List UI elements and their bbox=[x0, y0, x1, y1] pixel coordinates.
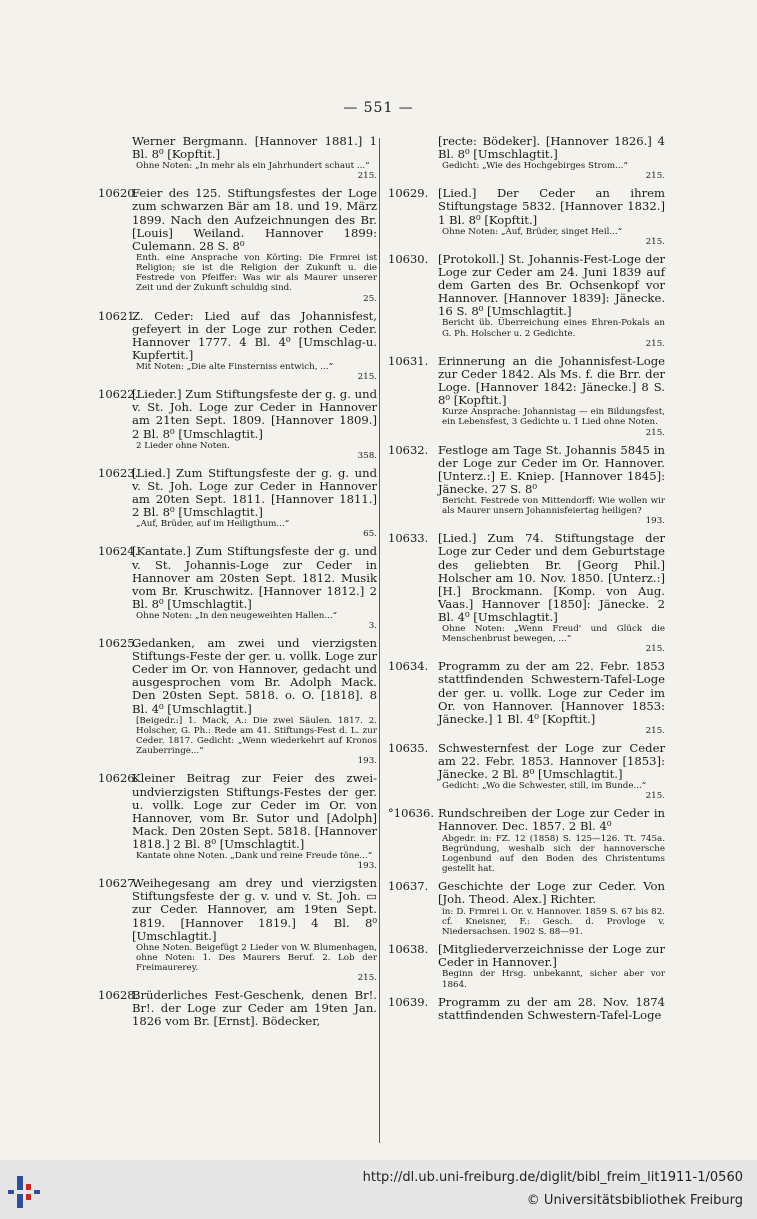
entry-title: [Lieder.] Zum Stiftungsfeste der g. g. und v. St. Joh. Loge zur Ceder in Hannover am 21ten Sept. 1809. [Hannover 1809.] 2 Bl. 8⁰ [Umschlagtit.] bbox=[132, 387, 377, 441]
entry-title: Gedanken, am zwei und vierzigsten Stiftungs-Feste der ger. u. vollk. Loge zur Ceder im Or. von Hannover, gedacht und ausgesprochen vom Br. Adolph Mack. Den 20sten Sept. 5818. o. O. [1818]. 8 Bl. 4⁰ [Umschlagtit.] bbox=[132, 636, 377, 716]
entry-number: 10630. bbox=[388, 251, 429, 266]
bibliography-entry bbox=[388, 742, 665, 801]
entry-note: Kurze Ansprache: Johannistag — ein Bildungsfest, ein Lebensfest, 3 Gedichte u. 1 Lied ohne Noten. bbox=[442, 407, 665, 428]
entry-note: Ohne Noten. Beigefügt 2 Lieder von W. Blumenhagen, ohne Noten: 1. Des Maurers Beruf. 2. Lob der Freimaurerey. bbox=[136, 942, 377, 974]
bibliography-entry bbox=[98, 544, 377, 632]
entry-number: 10637. bbox=[388, 879, 429, 894]
entry-note: Bericht. Festrede von Mittendorff: Wie wollen wir als Maurer unsern Johannisfeiertag heiligen? bbox=[442, 495, 665, 517]
entry-number: 10624. bbox=[98, 544, 139, 559]
entry-reference: 215. bbox=[645, 171, 665, 182]
entry-note: „Auf, Brüder, auf im Heiligthum...“ bbox=[136, 519, 290, 530]
entry-note: Beginn der Hrsg. unbekannt, sicher aber vor 1864. bbox=[442, 969, 665, 990]
bibliography-entry bbox=[388, 355, 665, 438]
bibliography-entry bbox=[388, 187, 665, 246]
bibliography-entry bbox=[98, 988, 377, 1029]
entry-reference: 215. bbox=[645, 427, 665, 438]
entry-number: 10621. bbox=[98, 308, 139, 323]
entry-title: Feier des 125. Stiftungsfestes der Loge zum schwarzen Bär am 18. und 19. März 1899. Nach den Aufzeichnungen des Br. [Louis] Weiland. Hannover 1899: Culemann. 28 S. 8⁰ bbox=[132, 186, 377, 253]
entry-title: [recte: Bödeker]. [Hannover 1826.] 4 Bl. 8⁰ [Umschlagtit.] bbox=[438, 134, 665, 162]
document-url[interactable]: http://dl.ub.uni-freiburg.de/diglit/bibl_freim_lit1911-1/0560 bbox=[362, 1170, 743, 1185]
page-number: — 551 — bbox=[343, 100, 414, 116]
entry-number: 10625. bbox=[98, 636, 139, 651]
entry-title: [Protokoll.] St. Johannis-Fest-Loge der Loge zur Ceder am 24. Juni 1839 auf dem Garten des Br. Ochsenkopf vor Hannover. [Hannover 1839]: Jänecke. 16 S. 8⁰ [Umschlagtit.] bbox=[438, 251, 665, 319]
entry-number: 10635. bbox=[388, 740, 429, 755]
entry-number: 10629. bbox=[388, 186, 429, 201]
entry-reference: 215. bbox=[357, 171, 377, 182]
bibliography-entry bbox=[98, 186, 377, 304]
entry-title: Programm zu der am 28. Nov. 1874 stattfindenden Schwestern-Tafel-Loge bbox=[438, 994, 665, 1022]
entry-number: 10623. bbox=[98, 465, 139, 480]
entry-note: Ohne Noten: „In den neugeweihten Hallen...“ bbox=[136, 610, 338, 621]
viewer-footer bbox=[0, 1160, 757, 1219]
entry-number: 10634. bbox=[388, 659, 429, 674]
entry-note: Enth. eine Ansprache von Körting: Die Frmrei ist Religion; sie ist die Religion der Zukunft u. die Festrede von Pfeiffer: Was wir als Maurer unserer Zeit und der Zukunft schuldig sind. bbox=[136, 252, 377, 294]
entry-reference: 215. bbox=[645, 791, 665, 802]
entry-number: 10622. bbox=[98, 387, 139, 402]
bibliography-entry bbox=[388, 660, 665, 735]
library-credit: © Universitätsbibliothek Freiburg bbox=[526, 1193, 743, 1208]
entry-reference: 215. bbox=[357, 372, 377, 383]
entry-title: Erinnerung an die Johannisfest-Loge zur Ceder 1842. Als Ms. f. die Brr. der Loge. [Hannover 1842: Jänecke.] 8 S. 8⁰ [Kopftit.] bbox=[438, 353, 665, 408]
right-column bbox=[388, 135, 665, 1028]
bibliography-entry bbox=[102, 135, 377, 181]
left-column bbox=[98, 134, 377, 1035]
entry-note: 2 Lieder ohne Noten. bbox=[136, 440, 230, 451]
bibliography-entry bbox=[98, 308, 377, 383]
entry-number: 10626. bbox=[98, 771, 139, 786]
entry-title: Geschichte der Loge zur Ceder. Von [Joh. Theod. Alex.] Richter. bbox=[438, 879, 665, 907]
entry-title: Brüderliches Fest-Geschenk, denen Br!. Br!. der Loge zur Ceder am 19ten Jan. 1826 vom Br. [Ernst]. Bödecker, bbox=[132, 988, 377, 1029]
entry-note: Ohne Noten: „In mehr als ein Jahrhundert schaut ...“ bbox=[136, 161, 370, 172]
entry-reference: 215. bbox=[645, 338, 665, 349]
entry-number: 10628. bbox=[98, 988, 139, 1003]
entry-title: Werner Bergmann. [Hannover 1881.] 1 Bl. 8⁰ [Kopftit.] bbox=[132, 134, 377, 162]
entry-title: [Lied.] Zum Stiftungsfeste der g. g. und v. St. Joh. Loge zur Ceder in Hannover am 20ten Sept. 1811. [Hannover 1811.] 2 Bl. 8⁰ [Umschlagtit.] bbox=[132, 465, 377, 520]
entry-title: [Kantate.] Zum Stiftungsfeste der g. und v. St. Johannis-Loge zur Ceder in Hannover am 20sten Sept. 1812. Musik vom Br. Kruschwitz. [Hannover 1812.] 2 Bl. 8⁰ [Umschlagtit.] bbox=[132, 544, 377, 611]
entry-number: °10636. bbox=[388, 806, 434, 821]
entry-number: 10638. bbox=[388, 942, 429, 957]
ub-freiburg-logo-icon bbox=[8, 1174, 42, 1210]
bibliography-entry bbox=[98, 387, 377, 461]
entry-note: Abgedr. in: FZ. 12 (1858) S. 125—126. Tt. 745a. Begründung, weshalb sich der hannoversche Logenbund auf den Boden des Christentums gestellt hat. bbox=[442, 833, 665, 875]
entry-title: [Lied.] Zum 74. Stiftungstage der Loge zur Ceder und dem Geburtstage des geliebten Br. [Georg Phil.] Holscher am 10. Nov. 1850. [Unterz.:] [H.] Brockmann. [Komp. von Aug. Vaas.] Hannover [1850]: Jänecke. 2 Bl. 4⁰ [Umschlagtit.] bbox=[438, 531, 665, 624]
entry-number: 10633. bbox=[388, 531, 429, 546]
entry-note: Ohne Noten: „Auf, Brüder, singet Heil...“ bbox=[442, 226, 623, 237]
bibliography-entry bbox=[388, 532, 665, 654]
bibliography-entry bbox=[388, 807, 665, 874]
entry-title: Festloge am Tage St. Johannis 5845 in der Loge zur Ceder im Or. Hannover. [Unterz.:] E. Kniep. [Hannover 1845]: Jänecke. 27 S. 8⁰ bbox=[438, 442, 665, 496]
entry-number: 10627. bbox=[98, 876, 139, 891]
entry-reference: 358. bbox=[357, 450, 377, 461]
entry-title: Programm zu der am 22. Febr. 1853 stattfindenden Schwestern-Tafel-Loge der ger. u. vollk. Loge zur Ceder im Or. von Hannover. [Hannover 1853: Jänecke.] 1 Bl. 4⁰ [Kopftit.] bbox=[438, 659, 665, 726]
entry-reference: 193. bbox=[357, 861, 377, 872]
entry-reference: 215. bbox=[645, 644, 665, 655]
entry-number: 10632. bbox=[388, 442, 429, 457]
entry-title: Z. Ceder: Lied auf das Johannisfest, gefeyert in der Loge zur rothen Ceder. Hannover 1777. 4 Bl. 4⁰ [Umschlag-u. Kupfertit.] bbox=[132, 308, 377, 362]
entry-reference: 215. bbox=[645, 236, 665, 247]
entry-reference: 215. bbox=[645, 725, 665, 736]
bibliography-entry bbox=[98, 636, 377, 767]
bibliography-entry bbox=[388, 444, 665, 527]
entry-note: Gedicht: „Wo die Schwester, still, im Bunde...“ bbox=[442, 781, 647, 792]
entry-note: Gedicht: „Wie des Hochgebirges Strom...“ bbox=[442, 161, 628, 172]
entry-reference: 215. bbox=[357, 973, 377, 984]
entry-note: Mit Noten: „Die alte Finsterniss entwich, ...“ bbox=[136, 362, 334, 373]
entry-reference: 193. bbox=[357, 756, 377, 767]
entry-number: 10639. bbox=[388, 994, 429, 1009]
column-divider bbox=[379, 138, 380, 1143]
bibliography-entry bbox=[388, 996, 665, 1022]
entry-note: in: D. Frmrei i. Or. v. Hannover. 1859 S. 67 bis 82. cf. Kneisner, F.: Gesch. d. Provloge v. Niedersachsen. 1902 S. 88—91. bbox=[442, 906, 665, 937]
entry-reference: 65. bbox=[363, 529, 377, 540]
bibliography-entry bbox=[388, 253, 665, 349]
bibliography-entry bbox=[98, 876, 377, 984]
entry-title: Rundschreiben der Loge zur Ceder in Hannover. Dec. 1857. 2 Bl. 4⁰ bbox=[438, 806, 665, 834]
bibliography-entry bbox=[388, 943, 665, 990]
entry-number: 10631. bbox=[388, 353, 429, 368]
entry-title: Schwesternfest der Loge zur Ceder am 22. Febr. 1853. Hannover [1853]: Jänecke. 2 Bl. 8⁰ [Umschlagtit.] bbox=[438, 740, 665, 782]
entry-note: Bericht üb. Überreichung eines Ehren-Pokals an G. Ph. Holscher u. 2 Gedichte. bbox=[442, 318, 665, 339]
entry-number: 10620. bbox=[98, 186, 139, 201]
bibliography-entry bbox=[388, 880, 665, 937]
entry-reference: 193. bbox=[645, 516, 665, 527]
bibliography-entry bbox=[388, 135, 665, 181]
entry-title: [Lied.] Der Ceder an ihrem Stiftungstage 5832. [Hannover 1832.] 1 Bl. 8⁰ [Kopftit.] bbox=[438, 186, 665, 227]
entry-title: [Mitgliederverzeichnisse der Loge zur Ceder in Hannover.] bbox=[438, 942, 665, 970]
entry-title: Kleiner Beitrag zur Feier des zwei- undvierzigsten Stiftungs-Festes der ger. u. vollk. Loge zur Ceder im Or. von Hannover, vom Br. Sutor und [Adolph] Mack. Den 20sten Sept. 5818. [Hannover 1818.] 2 Bl. 8⁰ [Umschlagtit.] bbox=[132, 771, 377, 851]
entry-reference: 25. bbox=[363, 293, 377, 304]
entry-title: Weihegesang am drey und vierzigsten Stiftungsfeste der g. v. und v. St. Joh. ▭ zur Ceder. Hannover, am 19ten Sept. 1819. [Hannover 1819.] 4 Bl. 8⁰ [Umschlagtit.] bbox=[132, 876, 377, 943]
entry-note: [Beigedr.:] 1. Mack, A.: Die zwei Säulen. 1817. 2. Holscher, G. Ph.: Rede am 41. Stiftungs-Fest d. L. zur Ceder. 1817. Gedicht: „Wenn wiederkehrt auf Kronos Zauberringe...“ bbox=[136, 715, 377, 757]
entry-note: Ohne Noten: „Wenn Freud' und Glück die Menschenbrust bewegen, ...“ bbox=[442, 623, 665, 645]
entry-note: Kantate ohne Noten. „Dank und reine Freude töne...“ bbox=[136, 851, 373, 862]
bibliography-entry bbox=[98, 771, 377, 872]
bibliography-entry bbox=[98, 465, 377, 540]
entry-reference: 3. bbox=[368, 621, 377, 632]
